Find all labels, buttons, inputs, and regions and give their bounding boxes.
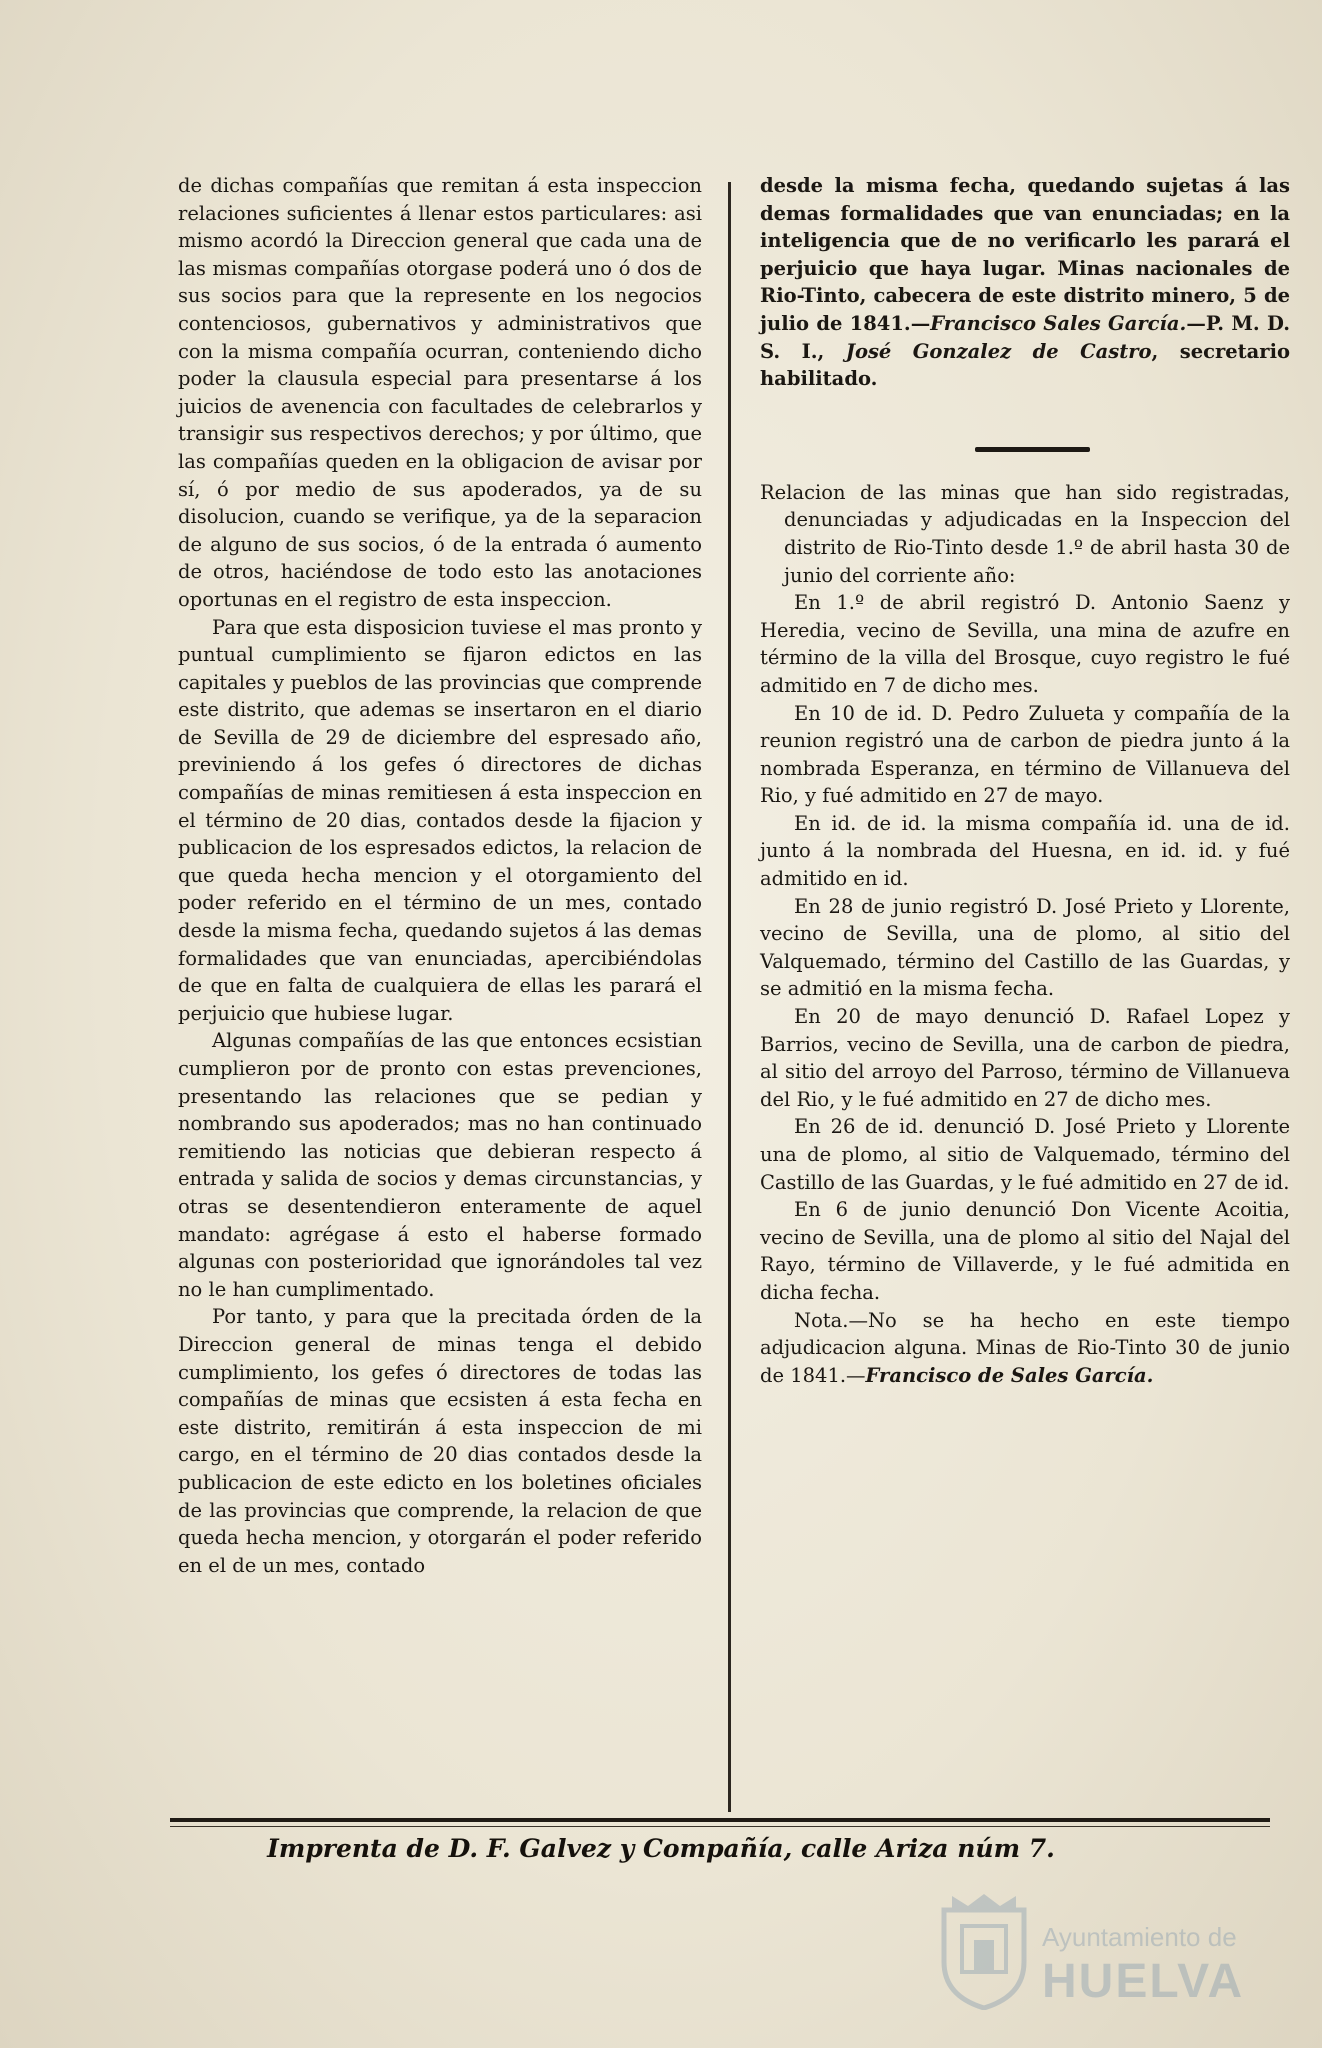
left-paragraph-1: de dichas compañías que remitan á esta inspeccion relaciones suficientes á llenar estos particulares: asi mismo acordó la Direccion general que cada una de las mismas compañías otorgase poderá uno ó dos de sus socios para que la represente en los negocios contenciosos, gubernativos y administrativos que con la misma compañía ocurran, conteniendo dicho poder la clausula especial para presentarse á los juicios de avenencia con facultades de celebrarlos y transigir sus respectivos derechos; y por último, que las compañías queden en la obligacion de avisar por sí, ó por medio de sus apoderados, ya de su disolucion, cuando se verifique, ya de la separacion de alguno de sus socios, ó de la entrada ó aumento de otros, haciéndose de todo esto las anotaciones oportunas en el registro de esta inspeccion. [178, 174, 702, 611]
entry-5: En 20 de mayo denunció D. Rafael Lopez y Barrios, vecino de Sevilla, una de carbon de piedra, al sitio del arroyo del Parroso, término de Villanueva del Rio, y le fué admitido en 27 de dicho mes. [760, 1005, 1290, 1111]
entry-7: En 6 de junio denunció Don Vicente Acoitia, vecino de Sevilla, una de plomo al sitio del Najal del Rayo, término de Villaverde, y le fué admitida en dicha fecha. [760, 1198, 1290, 1304]
watermark-line-1: Ayuntamiento de [1042, 1922, 1237, 1952]
signature-abbrev: —P. M. D. S. I., [760, 311, 1290, 363]
column-divider [728, 182, 731, 1812]
footer-rule [170, 1818, 1270, 1822]
right-paragraph-1 [760, 172, 1290, 393]
left-paragraph-4: Por tanto, y para que la precitada órden de la Direccion general de minas tenga el debido cumplimiento, los gefes ó directores de todas las compañías de minas que ecsisten á esta fecha en este distrito, remitirán á esta inspeccion de mi cargo, en el término de 20 dias contados desde la publicacion de este edicto en los boletines oficiales de las provincias que comprende, la relacion de que queda hecha mencion, y otorgarán el poder referido en el de un mes, contado [178, 1305, 702, 1577]
entry-1: En 1.º de abril registró D. Antonio Saenz y Heredia, vecino de Sevilla, una mina de azufre en término de la villa del Brosque, cuyo registro le fué admitido en 7 de dicho mes. [760, 591, 1290, 697]
signature-role: , secretario habilitado. [760, 339, 1290, 391]
entry-2: En 10 de id. D. Pedro Zulueta y compañía de la reunion registró una de carbon de piedra junto á la nombrada Esperanza, en término de Villanueva del Rio, y fué admitido en 27 de mayo. [760, 701, 1290, 808]
left-paragraph-2: Para que esta disposicion tuviese el mas pronto y puntual cumplimiento se fijaron edictos en las capitales y pueblos de las provincias que comprende este distrito, que ademas se insertaron en el diario de Sevilla de 29 de diciembre del espresado año, previniendo á los gefes ó directores de dichas compañías de minas remitiesen á esta inspeccion en el término de 20 dias, contados desde la fijacion y publicacion de los espresados edictos, la relacion de que queda hecha mencion y el otorgamiento del poder referido en el término de un mes, contado desde la misma fecha, quedando sujetos á las demas formalidades que van enunciadas, apercibiéndolas de que en falta de cualquiera de ellas les parará el perjuicio que hubiese lugar. [178, 615, 702, 1025]
section-heading: Relacion de las minas que han sido registradas, denunciadas y adjudicadas en la Inspeccion del distrito de Rio-Tinto desde 1.º de abril hasta 30 de junio del corriente año: [760, 480, 1290, 587]
entry-6: En 26 de id. denunció D. José Prieto y Llorente una de plomo, al sitio de Valquemado, término del Castillo de las Guardas, y le fué admitido en 27 de id. [760, 1115, 1290, 1194]
note-text: Nota.—No se ha hecho en este tiempo adjudicacion alguna. Minas de Rio-Tinto 30 de junio de 1841.— [760, 1308, 1290, 1387]
note-signature: Francisco de Sales García. [865, 1363, 1154, 1387]
section-separator [975, 447, 1090, 452]
signature-francisco: Francisco Sales García. [930, 311, 1187, 335]
note-paragraph [760, 1307, 1290, 1390]
entry-3: En id. de id. la misma compañía id. una de id. junto á la nombrada del Huesna, en id. id. y fué admitido en id. [760, 811, 1290, 891]
left-paragraph-3: Algunas compañías de las que entonces ecsistian cumplieron por de pronto con estas prevenciones, presentando las relaciones que se pedian y nombrando sus apoderados; mas no han continuado remitiendo las noticias que debieran respecto á entrada y salida de socios y demas circunstancias, y otras se desentendieron enteramente de aquel mandato: agrégase á esto el haberse formado algunas con posterioridad que ignorándoles tal vez no le han cumplimentado. [178, 1029, 702, 1301]
continuation-text: desde la misma fecha, quedando sujetas á las demas formalidades que van enunciadas; en la inteligencia que de no verificarlo les parará el perjuicio que haya lugar. Minas nacionales de Rio-Tinto, cabecera de este distrito minero, 5 de julio de 1841.— [760, 174, 1290, 335]
coat-of-arms-icon [938, 1892, 1030, 2010]
entry-4: En 28 de junio registró D. José Prieto y Llorente, vecino de Sevilla, una de plomo, al sitio del Valquemado, término del Castillo de las Guardas, y se admitió en la misma fecha. [760, 894, 1290, 1001]
left-column [178, 172, 702, 1579]
watermark [900, 1890, 1260, 2020]
signature-jose: José Gonzalez de Castro [845, 339, 1152, 363]
right-column [760, 172, 1290, 1389]
footer-rule-thin [170, 1826, 1270, 1827]
watermark-line-2: HUELVA [1042, 1955, 1245, 2008]
imprint-line: Imprenta de D. F. Galvez y Compañía, calle Ariza núm 7. [267, 1834, 1055, 1863]
